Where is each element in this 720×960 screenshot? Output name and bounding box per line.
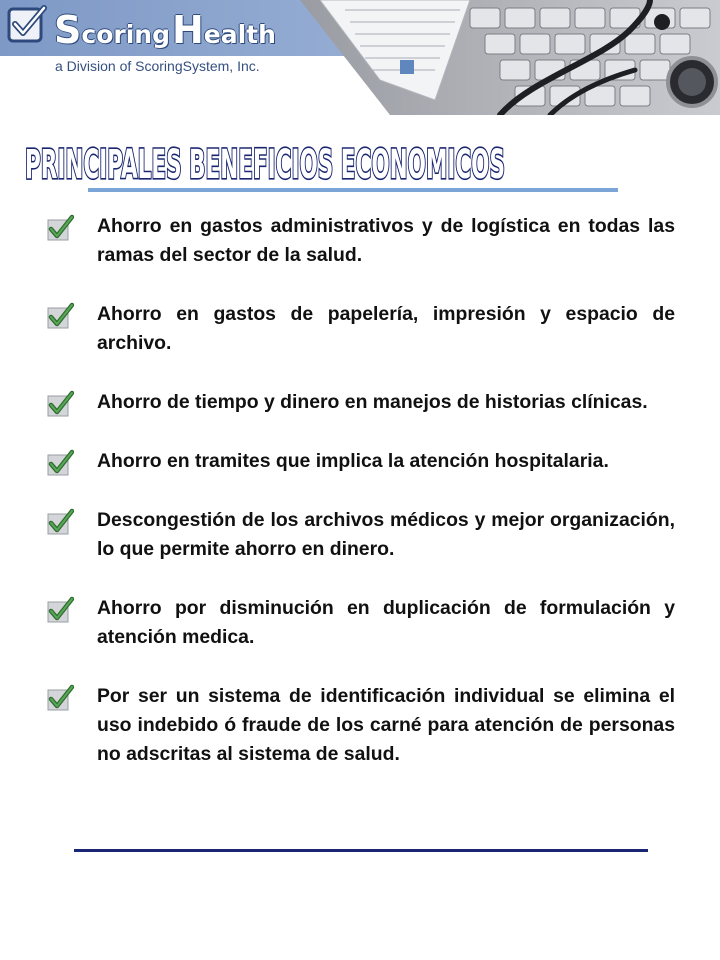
brand-initial-h: H <box>171 8 204 52</box>
page-title-text: PRINCIPALES BENEFICIOS ECONOMICOS <box>25 142 505 184</box>
list-item <box>0 388 720 417</box>
brand-subtitle: a Division of ScoringSystem, Inc. <box>55 58 260 74</box>
list-item <box>0 447 720 476</box>
brand-initial-s: S <box>54 8 82 52</box>
benefit-text: Ahorro de tiempo y dinero en manejos de historias clínicas. <box>97 391 648 413</box>
checkbox-icon <box>46 508 74 536</box>
page-title <box>0 128 720 184</box>
brand-word-coring: coring <box>81 20 170 49</box>
list-item <box>0 300 720 358</box>
checkbox-icon <box>6 4 48 46</box>
checkbox-icon <box>46 214 74 242</box>
checkbox-icon <box>46 684 74 712</box>
benefit-text: Por ser un sistema de identificación individual se elimina el uso indebido ó fraude de los carné para atención de personas no adscritas al sistema de salud. <box>97 685 675 765</box>
benefits-list <box>0 212 720 769</box>
benefit-text: Ahorro en gastos de papelería, impresión y espacio de archivo. <box>97 303 675 354</box>
keyboard-stethoscope-photo <box>300 0 720 115</box>
checkbox-icon <box>46 390 74 418</box>
list-item <box>0 682 720 769</box>
benefit-text: Ahorro en gastos administrativos y de logística en todas las ramas del sector de la salud. <box>97 215 675 266</box>
brand-word-ealth: ealth <box>203 20 276 49</box>
list-item <box>0 506 720 564</box>
checkbox-icon <box>46 596 74 624</box>
benefit-text: Ahorro por disminución en duplicación de formulación y atención medica. <box>97 597 675 648</box>
benefit-text: Ahorro en tramites que implica la atención hospitalaria. <box>97 450 609 472</box>
checkbox-icon <box>46 302 74 330</box>
list-item <box>0 594 720 652</box>
brand-logo <box>54 6 276 50</box>
title-underline <box>88 188 618 192</box>
list-item <box>0 212 720 270</box>
benefit-text: Descongestión de los archivos médicos y mejor organización, lo que permite ahorro en dinero. <box>97 509 675 560</box>
checkbox-icon <box>46 449 74 477</box>
bottom-divider <box>74 849 648 852</box>
page-title-graphic <box>22 128 522 184</box>
header-banner <box>0 0 720 115</box>
